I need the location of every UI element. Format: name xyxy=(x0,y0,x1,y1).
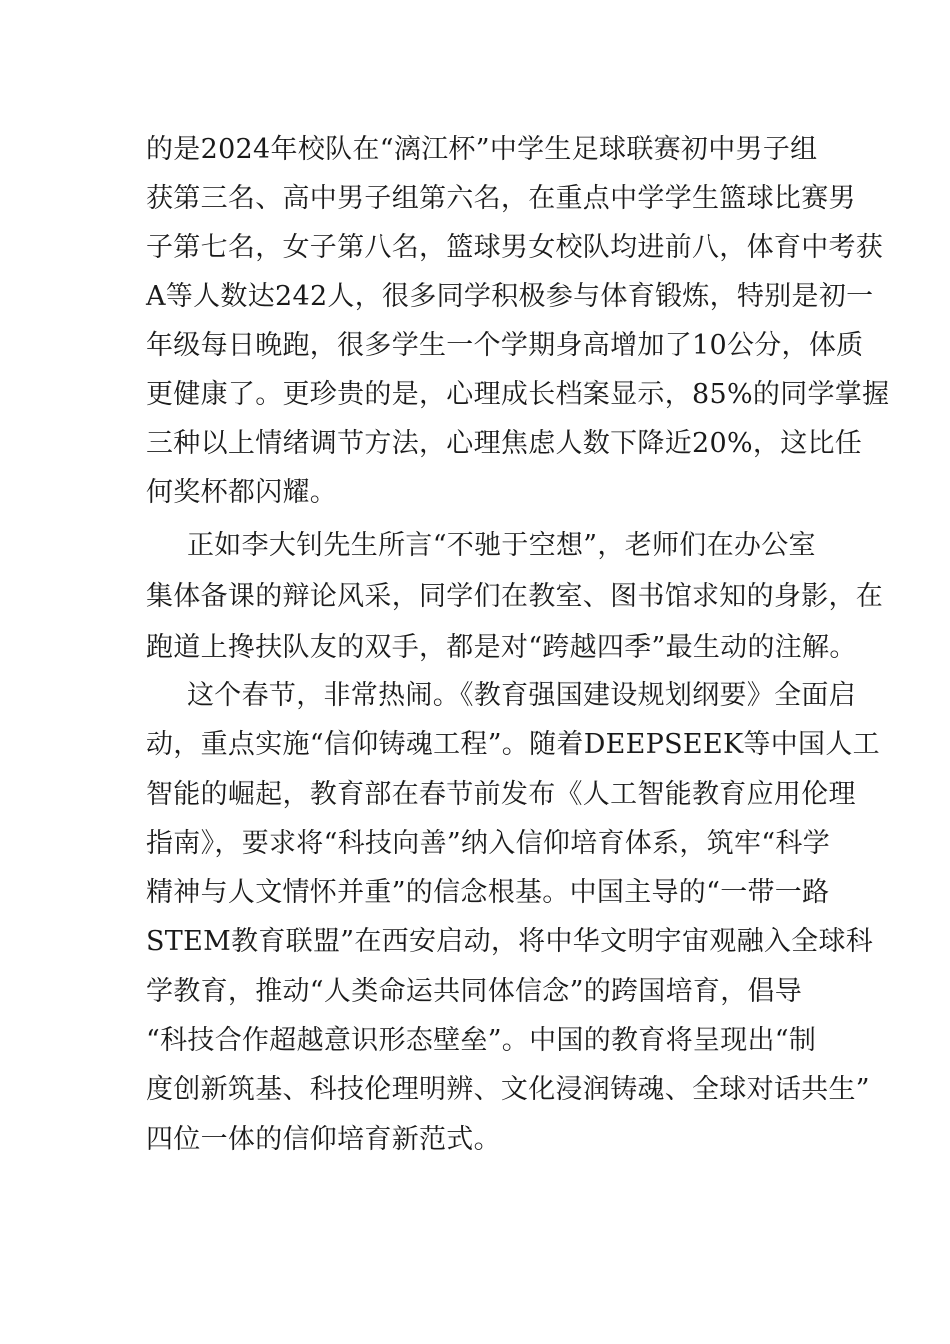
paragraph-1-line-7: 三种以上情绪调节方法，心理焦虑人数下降近20%，这比任 xyxy=(146,428,863,459)
paragraph-1-line-5: 年级每日晚跑，很多学生一个学期身高增加了10公分，体质 xyxy=(146,330,864,361)
paragraph-3-line-1: 这个春节，非常热闹。《教育强国建设规划纲要》全面启 xyxy=(187,680,856,711)
paragraph-3-line-7: 学教育，推动“人类命运共同体信念”的跨国培育，倡导 xyxy=(146,976,803,1007)
paragraph-1-line-4: A等人数达242人，很多同学积极参与体育锻炼，特别是初一 xyxy=(146,281,874,312)
paragraph-3-line-8: “科技合作超越意识形态壁垒”。中国的教育将呈现出“制 xyxy=(146,1025,817,1056)
paragraph-2-line-1: 正如李大钊先生所言“不驰于空想”，老师们在办公室 xyxy=(187,530,816,561)
paragraph-1-line-1: 的是2024年校队在“漓江杯”中学生足球联赛初中男子组 xyxy=(146,134,818,165)
paragraph-3-line-10: 四位一体的信仰培育新范式。 xyxy=(146,1124,501,1155)
paragraph-2-line-2: 集体备课的辩论风采，同学们在教室、图书馆求知的身影，在 xyxy=(146,581,884,612)
paragraph-3-line-5: 精神与人文情怀并重”的信念根基。中国主导的“一带一路 xyxy=(146,877,830,908)
paragraph-3-line-3: 智能的崛起，教育部在春节前发布《人工智能教育应用伦理 xyxy=(146,779,856,810)
paragraph-1-line-8: 何奖杯都闪耀。 xyxy=(146,477,338,508)
paragraph-3-line-6: STEM教育联盟”在西安启动，将中华文明宇宙观融入全球科 xyxy=(146,926,874,957)
paragraph-1-line-3: 子第七名，女子第八名，篮球男女校队均进前八，体育中考获 xyxy=(146,232,884,263)
paragraph-2-line-3: 跑道上搀扶队友的双手，都是对“跨越四季”最生动的注解。 xyxy=(146,632,857,663)
paragraph-3-line-9: 度创新筑基、科技伦理明辨、文化浸润铸魂、全球对话共生” xyxy=(146,1074,870,1105)
paragraph-3-line-2: 动，重点实施“信仰铸魂工程”。随着DEEPSEEK等中国人工 xyxy=(146,729,880,760)
paragraph-3-line-4: 指南》，要求将“科技向善”纳入信仰培育体系，筑牢“科学 xyxy=(146,828,831,859)
paragraph-1-line-6: 更健康了。更珍贵的是，心理成长档案显示，85%的同学掌握 xyxy=(146,379,890,410)
paragraph-1-line-2: 获第三名、高中男子组第六名，在重点中学学生篮球比赛男 xyxy=(146,183,856,214)
